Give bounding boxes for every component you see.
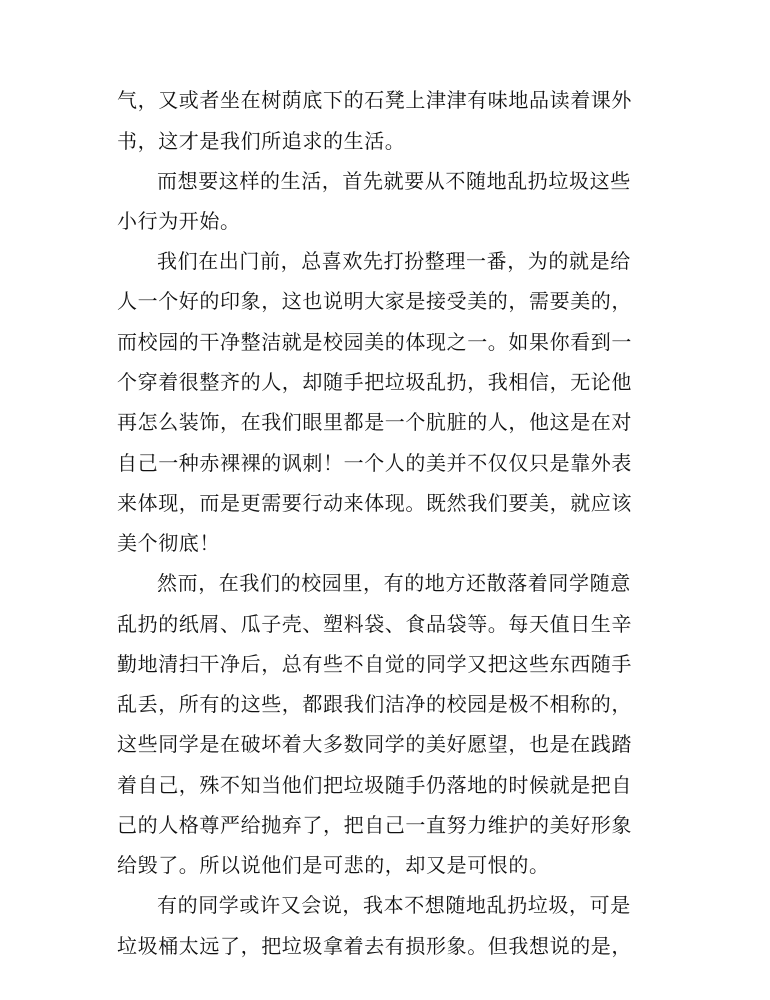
paragraph-first-line: 而想要这样的生活，首先就要从不随地乱扔垃圾这些 xyxy=(157,169,631,193)
text-line: 个穿着很整齐的人，却随手把垃圾乱扔，我相信，无论他 xyxy=(117,370,632,394)
text-line: 垃圾桶太远了，把垃圾拿着去有损形象。但我想说的是， xyxy=(117,934,632,958)
text-line: 小行为开始。 xyxy=(117,209,241,233)
paragraph-first-line: 我们在出门前，总喜欢先打扮整理一番，为的就是给 xyxy=(157,249,631,273)
text-line: 人一个好的印象，这也说明大家是接受美的，需要美的， xyxy=(117,289,632,313)
text-line: 书，这才是我们所追求的生活。 xyxy=(117,129,406,153)
paragraph-first-line: 然而，在我们的校园里，有的地方还散落着同学随意 xyxy=(157,571,631,595)
text-line: 来体现，而是更需要行动来体现。既然我们要美，就应该 xyxy=(117,491,632,515)
text-line: 这些同学是在破坏着大多数同学的美好愿望，也是在践踏 xyxy=(117,732,632,756)
text-line: 己的人格尊严给抛弃了，把自己一直努力维护的美好形象 xyxy=(117,813,632,837)
text-line: 着自己，殊不知当他们把垃圾随手仍落地的时候就是把自 xyxy=(117,773,632,797)
text-line: 乱扔的纸屑、瓜子壳、塑料袋、食品袋等。每天值日生辛 xyxy=(117,612,632,636)
paragraph-first-line: 有的同学或许又会说，我本不想随地乱扔垃圾，可是 xyxy=(157,893,631,917)
text-line: 乱丢，所有的这些，都跟我们洁净的校园是极不相称的， xyxy=(117,692,632,716)
text-line: 勤地清扫干净后，总有些不自觉的同学又把这些东西随手 xyxy=(117,652,632,676)
text-line: 再怎么装饰，在我们眼里都是一个肮脏的人，他这是在对 xyxy=(117,410,632,434)
text-line: 自己一种赤裸裸的讽刺！一个人的美并不仅仅只是靠外表 xyxy=(117,451,632,475)
text-line: 而校园的干净整洁就是校园美的体现之一。如果你看到一 xyxy=(117,330,632,354)
text-line: 给毁了。所以说他们是可悲的，却又是可恨的。 xyxy=(117,853,550,877)
text-line: 美个彻底！ xyxy=(117,531,220,555)
text-line: 气，又或者坐在树荫底下的石凳上津津有味地品读着课外 xyxy=(117,88,632,112)
